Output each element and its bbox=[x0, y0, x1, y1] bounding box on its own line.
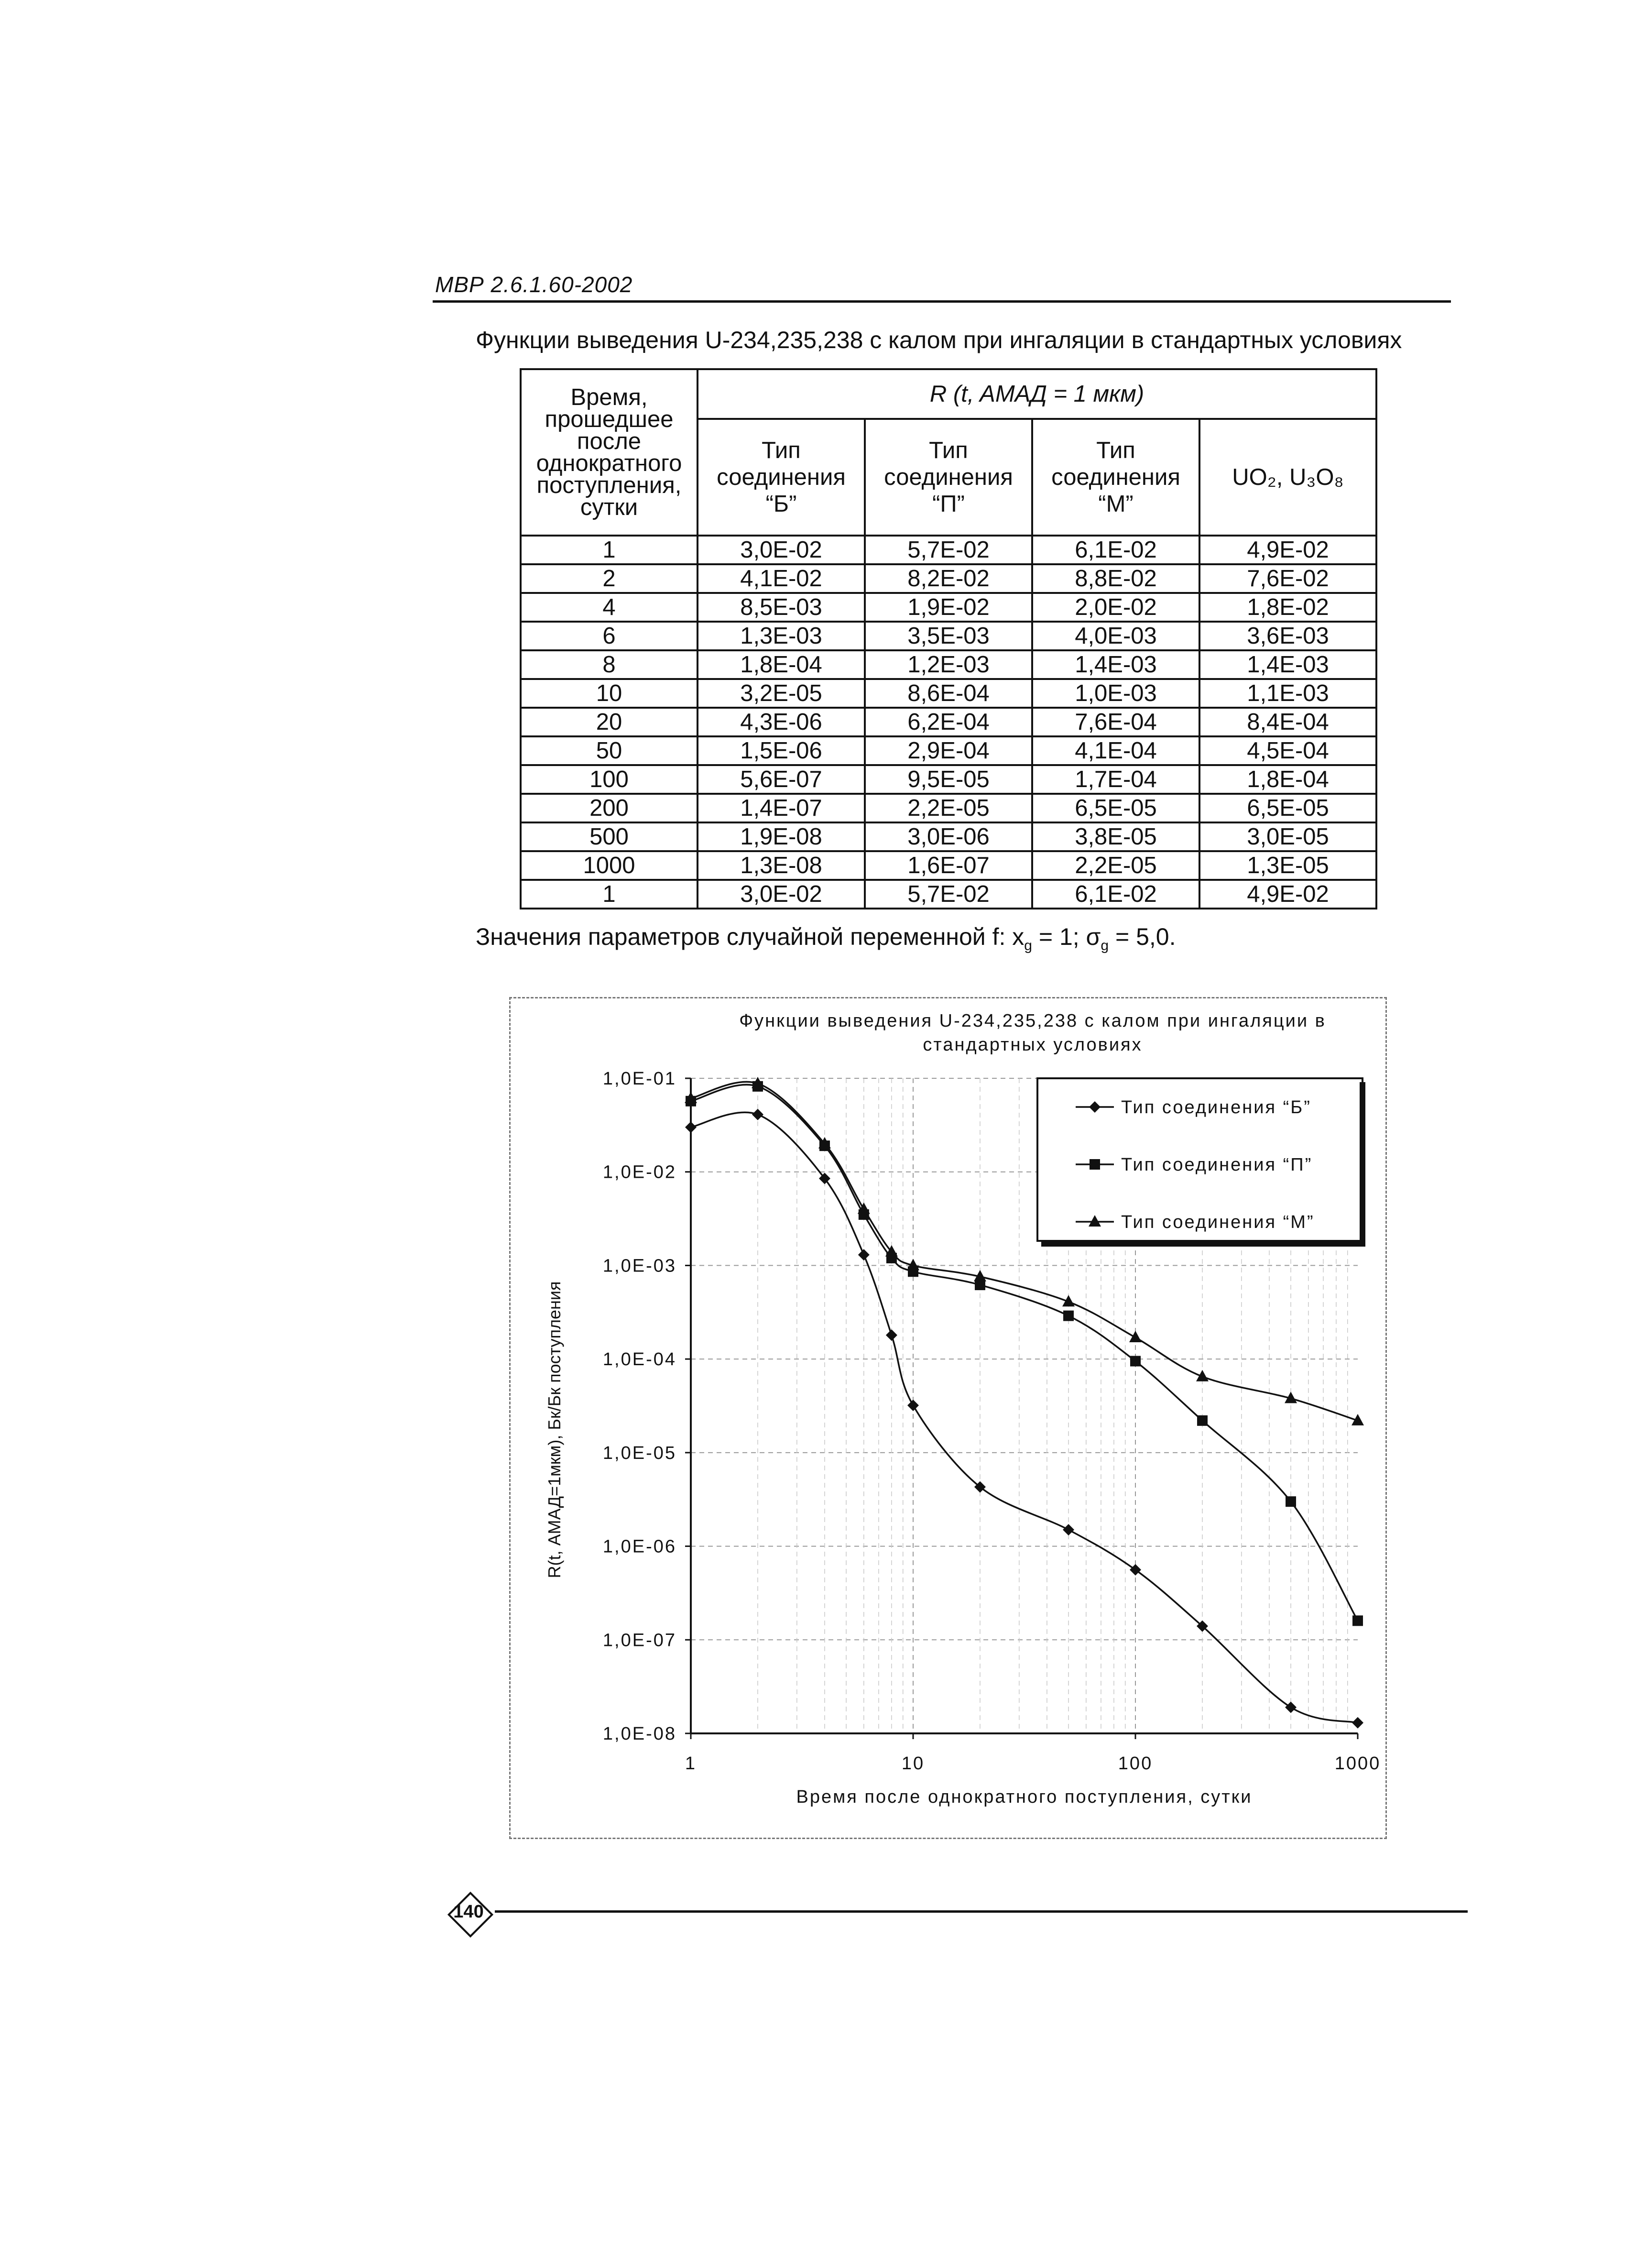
column-header: UO₂, U₃O₈ bbox=[1199, 419, 1376, 536]
value-cell: 5,6E-07 bbox=[698, 765, 865, 794]
value-cell: 6,5E-05 bbox=[1199, 794, 1376, 822]
x-tick-label: 100 bbox=[1118, 1753, 1153, 1774]
y-tick-label: 1,0E-08 bbox=[602, 1724, 676, 1744]
time-cell: 4 bbox=[521, 593, 698, 622]
value-cell: 3,2E-05 bbox=[698, 679, 865, 708]
time-cell: 2 bbox=[521, 564, 698, 593]
table-title: Функции выведения U-234,235,238 с калом при ингаляции в стандартных условиях bbox=[476, 327, 1402, 353]
time-cell: 100 bbox=[521, 765, 698, 794]
y-tick-label: 1,0E-04 bbox=[602, 1349, 676, 1370]
footer-rule bbox=[495, 1910, 1468, 1913]
time-column-header: Время, прошедшее после однократного поступления, сутки bbox=[521, 369, 698, 536]
x-tick-label: 1 bbox=[685, 1753, 697, 1774]
time-cell: 500 bbox=[521, 822, 698, 851]
value-cell: 1,3E-03 bbox=[698, 622, 865, 650]
value-cell: 9,5E-05 bbox=[865, 765, 1032, 794]
value-cell: 1,3E-08 bbox=[698, 851, 865, 880]
value-cell: 1,7E-04 bbox=[1032, 765, 1199, 794]
value-cell: 2,9E-04 bbox=[865, 736, 1032, 765]
value-cell: 3,0E-02 bbox=[698, 880, 865, 909]
sigma-subscript: g bbox=[1101, 938, 1109, 953]
document-code: МВР 2.6.1.60-2002 bbox=[435, 272, 633, 297]
legend-label: Тип соединения “Б” bbox=[1121, 1097, 1311, 1118]
data-point bbox=[1286, 1496, 1296, 1507]
data-point bbox=[1063, 1311, 1074, 1321]
time-cell: 1 bbox=[521, 880, 698, 909]
y-tick-label: 1,0E-02 bbox=[602, 1162, 676, 1183]
value-cell: 2,2E-05 bbox=[865, 794, 1032, 822]
value-cell: 5,7E-02 bbox=[865, 536, 1032, 564]
legend bbox=[1037, 1078, 1365, 1245]
time-cell: 10 bbox=[521, 679, 698, 708]
value-cell: 1,8E-04 bbox=[698, 650, 865, 679]
value-cell: 1,8E-02 bbox=[1199, 593, 1376, 622]
value-cell: 1,2E-03 bbox=[865, 650, 1032, 679]
x-axis-title: Время после однократного поступления, сутки bbox=[796, 1787, 1253, 1807]
time-cell: 50 bbox=[521, 736, 698, 765]
value-cell: 4,3E-06 bbox=[698, 708, 865, 736]
value-cell: 4,1E-02 bbox=[698, 564, 865, 593]
value-cell: 3,5E-03 bbox=[865, 622, 1032, 650]
data-point bbox=[1130, 1356, 1141, 1367]
time-cell: 1 bbox=[521, 536, 698, 564]
params-mid: = 1; σ bbox=[1032, 923, 1101, 950]
value-cell: 1,1E-03 bbox=[1199, 679, 1376, 708]
y-tick-label: 1,0E-06 bbox=[602, 1536, 676, 1557]
data-point bbox=[1352, 1615, 1363, 1626]
time-cell: 20 bbox=[521, 708, 698, 736]
value-cell: 1,4E-03 bbox=[1199, 650, 1376, 679]
page-number: 140 bbox=[453, 1902, 484, 1922]
time-cell: 6 bbox=[521, 622, 698, 650]
time-cell: 8 bbox=[521, 650, 698, 679]
value-cell: 4,9E-02 bbox=[1199, 880, 1376, 909]
legend-label: Тип соединения “П” bbox=[1121, 1155, 1313, 1175]
legend-label: Тип соединения “М” bbox=[1121, 1212, 1315, 1232]
value-cell: 1,8E-04 bbox=[1199, 765, 1376, 794]
x-tick-label: 1000 bbox=[1334, 1753, 1381, 1774]
y-tick-label: 1,0E-01 bbox=[602, 1069, 676, 1089]
time-cell: 1000 bbox=[521, 851, 698, 880]
params-prefix: Значения параметров случайной переменной f: x bbox=[476, 923, 1025, 950]
group-header: R (t, AMAД = 1 мкм) bbox=[698, 369, 1376, 419]
value-cell: 6,1E-02 bbox=[1032, 536, 1199, 564]
value-cell: 3,0E-06 bbox=[865, 822, 1032, 851]
y-tick-label: 1,0E-07 bbox=[602, 1630, 676, 1651]
value-cell: 1,4E-07 bbox=[698, 794, 865, 822]
value-cell: 3,8E-05 bbox=[1032, 822, 1199, 851]
value-cell: 4,1E-04 bbox=[1032, 736, 1199, 765]
value-cell: 8,8E-02 bbox=[1032, 564, 1199, 593]
value-cell: 6,5E-05 bbox=[1032, 794, 1199, 822]
value-cell: 3,0E-02 bbox=[698, 536, 865, 564]
y-tick-label: 1,0E-05 bbox=[602, 1443, 676, 1463]
params-suffix: = 5,0. bbox=[1109, 923, 1176, 950]
legend-marker bbox=[1090, 1159, 1100, 1170]
value-cell: 7,6E-02 bbox=[1199, 564, 1376, 593]
value-cell: 2,2E-05 bbox=[1032, 851, 1199, 880]
value-cell: 2,0E-02 bbox=[1032, 593, 1199, 622]
value-cell: 4,5E-04 bbox=[1199, 736, 1376, 765]
chart-title: Функции выведения U-234,235,238 с калом при ингаляции в стандартных условиях bbox=[739, 1011, 1326, 1055]
value-cell: 3,6E-03 bbox=[1199, 622, 1376, 650]
value-cell: 3,0E-05 bbox=[1199, 822, 1376, 851]
time-cell: 200 bbox=[521, 794, 698, 822]
value-cell: 1,0E-03 bbox=[1032, 679, 1199, 708]
y-axis-title: R(t, АМАД=1мкм), Бк/Бк поступления bbox=[545, 1281, 564, 1578]
data-point bbox=[1197, 1415, 1208, 1426]
value-cell: 1,4E-03 bbox=[1032, 650, 1199, 679]
column-header: Тип соединения “П” bbox=[865, 419, 1032, 536]
value-cell: 8,4E-04 bbox=[1199, 708, 1376, 736]
value-cell: 1,6E-07 bbox=[865, 851, 1032, 880]
value-cell: 6,1E-02 bbox=[1032, 880, 1199, 909]
value-cell: 4,0E-03 bbox=[1032, 622, 1199, 650]
column-header: Тип соединения “М” bbox=[1032, 419, 1199, 536]
value-cell: 1,9E-02 bbox=[865, 593, 1032, 622]
value-cell: 7,6E-04 bbox=[1032, 708, 1199, 736]
value-cell: 8,2E-02 bbox=[865, 564, 1032, 593]
value-cell: 4,9E-02 bbox=[1199, 536, 1376, 564]
value-cell: 1,9E-08 bbox=[698, 822, 865, 851]
value-cell: 8,6E-04 bbox=[865, 679, 1032, 708]
column-header: Тип соединения “Б” bbox=[698, 419, 865, 536]
value-cell: 8,5E-03 bbox=[698, 593, 865, 622]
page-number-badge bbox=[447, 1891, 490, 1934]
value-cell: 5,7E-02 bbox=[865, 880, 1032, 909]
x-tick-label: 10 bbox=[901, 1753, 925, 1774]
value-cell: 1,3E-05 bbox=[1199, 851, 1376, 880]
x-subscript: g bbox=[1024, 938, 1032, 953]
value-cell: 1,5E-06 bbox=[698, 736, 865, 765]
y-tick-label: 1,0E-03 bbox=[602, 1256, 676, 1276]
value-cell: 6,2E-04 bbox=[865, 708, 1032, 736]
